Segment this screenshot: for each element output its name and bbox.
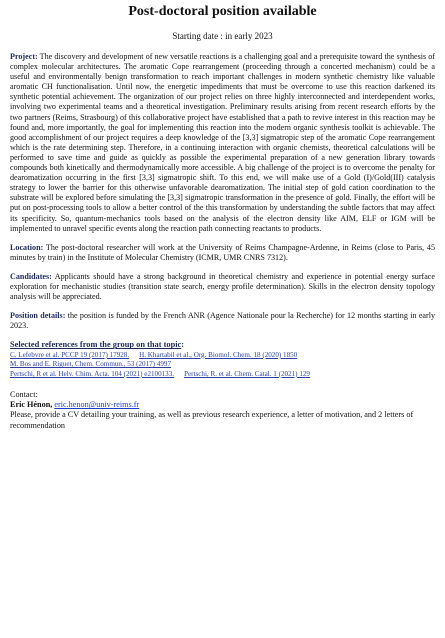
position-details-text: the position is funded by the French ANR (Agence Nationale pour la Recherche) for 12 months starting in early 2023. — [10, 311, 435, 331]
project-paragraph — [10, 52, 435, 234]
position-details-paragraph — [10, 311, 435, 331]
starting-date: Starting date : in early 2023 — [172, 31, 273, 41]
page-title: Post-doctoral position available — [128, 4, 317, 19]
contact-section — [10, 390, 435, 431]
project-label: Project: — [10, 52, 38, 61]
location-paragraph — [10, 243, 435, 263]
project-text: The discovery and development of new versatile reactions is a challenging goal and a prerequisite toward the synthesis of complex molecular architectures. The aromatic Cope rearrangement (proceeding through a concerted mechanism) could be a useful and environmentally benign transformation to reach important challenges in modern synthetic chemistry like valuable aromatic CH functionalisation. Until now, the energetic impediments that must be overcome to use this reaction darkened its synthetic potential achievement. The organization of our project relies on three highly interconnected and interdependent works, involving two experimental teams and a theoretical investigation. Preliminary results arising from recent research efforts by the two partners (Reims, Strasbourg) of this collaborative project have established that a path to revive interest in this reaction may be found and, more importantly, the goal for implementing this reaction into the modern organic synthesis toolkit is achievable. The good accomplishment of our project requires a deep knowledge of the [3,3] sigmatropic step of the aromatic Cope rearrangement which is the rate determining step. Therefore, in a continuing interaction with organic chemists, theoretical calculations will be performed to save time and guide as quickly as possible the experimental preparation of a new generation library towards compounds both kinetically and thermodynamically more accessible. A big challenge of the project is to overcome the penalty for dearomatization occurring in the first [3,3] sigmatropic shift. To this end, we will make use of a Gold (I)/Gold(III) catalysis strategy to lower the barrier for this otherwise unfavorable dearomatization. The initial step of gold cation coordination to the substrate will be explored before simulating the [3,3] sigmatropic transformation in the presence of gold. Finally, the effort will be put on post-processing tools to allow a better control of the this transformation by understanding the subtle factors that may affect its specificity. So, quantum-mechanics tools based on the analysis of the electron density like AIM, ELF or IGM will be implemented to unravel specific events along the reaction path connecting reactants to products. — [10, 52, 435, 233]
references-row — [10, 360, 435, 369]
contact-message: Please, provide a CV detailing your training, as well as previous research experience, a letter of motivation, and 2 letters of recommendation — [10, 410, 414, 430]
reference-link[interactable]: Pertschi, R. et al. Chem. Catal. 1 (2021) 129 — [184, 369, 310, 378]
location-text: The post-doctoral researcher will work at the University of Reims Champagne-Ardenne, in Reims (close to Paris, 45 minutes by train) in the Institute of Molecular Chemistry (ICMR, UMR CNRS 7312). — [10, 242, 435, 262]
references-title-suffix: : — [181, 340, 185, 350]
references-heading — [10, 340, 435, 351]
references-list — [10, 351, 435, 379]
reference-link[interactable]: M. Bos and E. Riguet, Chem. Commun., 53 (2017) 4997 — [10, 360, 171, 369]
reference-link[interactable]: H. Khartabil et al., Org. Biomol. Chem. 18 (2020) 1850 — [139, 350, 298, 359]
email-link[interactable]: eric.henon@univ-reims.fr — [54, 400, 140, 410]
contact-name: Eric Hénon — [10, 400, 51, 410]
references-title: Selected references from the group on that topic — [10, 340, 182, 350]
candidates-paragraph — [10, 272, 435, 302]
reference-link[interactable]: Pertschi, R et al. Helv. Chim. Acta. 104 (2021) e2100133. — [10, 369, 175, 378]
reference-link[interactable]: C. Lefebvre et al. PCCP 19 (2017) 17928. — [10, 350, 130, 359]
location-label: Location: — [10, 242, 44, 252]
contact-label: Contact: — [10, 390, 38, 400]
references-row — [10, 370, 435, 379]
candidates-label: Candidates: — [10, 271, 52, 281]
references-row — [10, 351, 435, 360]
position-details-label: Position details: — [10, 311, 66, 321]
candidates-text: Applicants should have a strong background in theoretical chemistry and experience in potential energy surface exploration for mechanistic studies (transition state search, energy profile determination). Skills in the electron density topology analysis will be appreciated. — [10, 271, 435, 302]
contact-line: Eric Hénon, eric.henon@univ-reims.fr — [10, 400, 140, 410]
